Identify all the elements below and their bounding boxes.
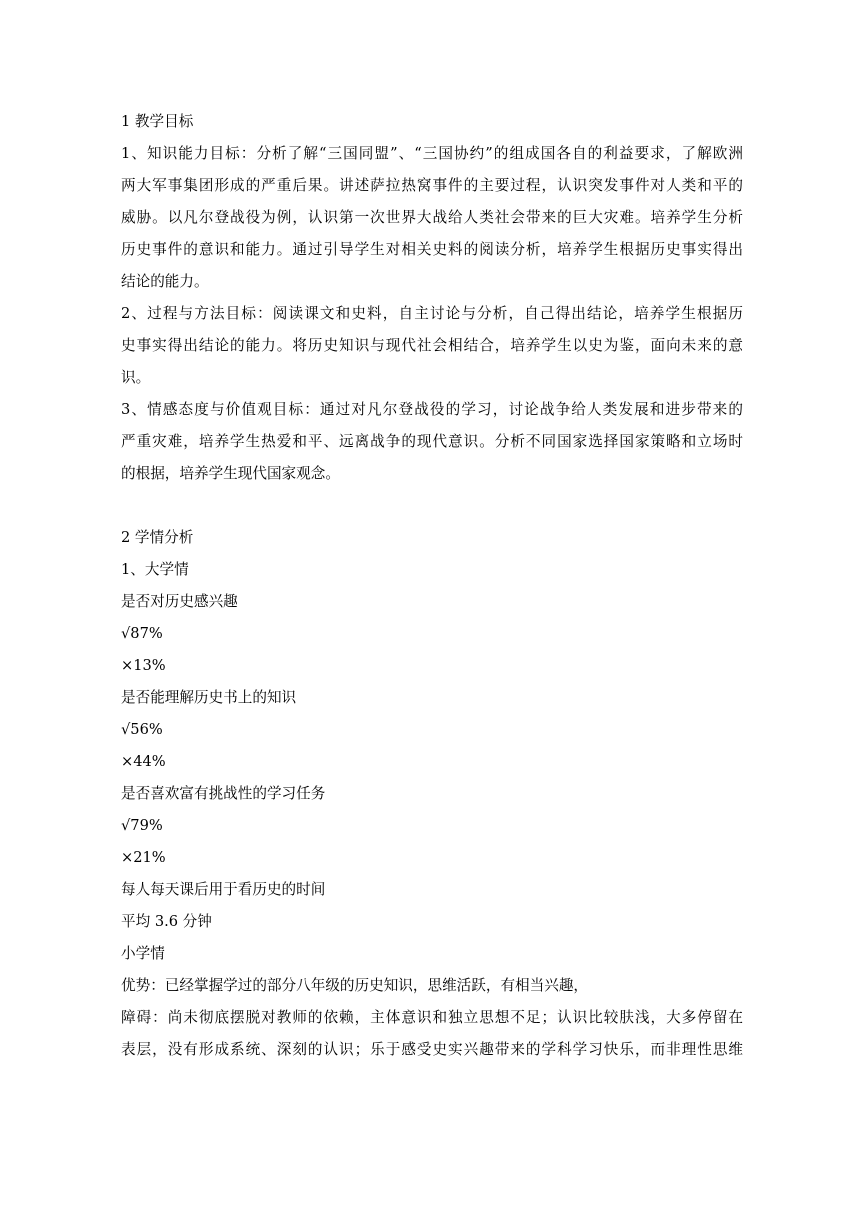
survey-answer-yes: √79% bbox=[121, 817, 163, 834]
section-heading-teaching-goals: 1 教学目标 bbox=[121, 113, 194, 130]
survey-answer-no: ×21% bbox=[121, 849, 166, 866]
paragraph-line: 两大军事集团形成的严重后果。讲述萨拉热窝事件的主要过程，认识突发事件对人类和平的 bbox=[121, 177, 743, 194]
paragraph-line: 2、过程与方法目标：阅读课文和史料，自主讨论与分析，自己得出结论，培养学生根据历 bbox=[121, 305, 743, 322]
paragraph-line: 3、情感态度与价值观目标：通过对凡尔登战役的学习，讨论战争给人类发展和进步带来的 bbox=[121, 401, 743, 418]
paragraph-line: 表层，没有形成系统、深刻的认识；乐于感受史实兴趣带来的学科学习快乐，而非理性思维 bbox=[121, 1041, 743, 1058]
survey-question-challenge: 是否喜欢富有挑战性的学习任务 bbox=[121, 785, 326, 802]
goal-emotion-values bbox=[121, 394, 743, 490]
paragraph-line: 的根据，培养学生现代国家观念。 bbox=[121, 465, 340, 482]
paragraph-line: 历史事件的意识和能力。通过引导学生对相关史料的阅读分析，培养学生根据历史事实得出 bbox=[121, 241, 743, 258]
paragraph-line: 威胁。以凡尔登战役为例，认识第一次世界大战给人类社会带来的巨大灾难。培养学生分析 bbox=[121, 209, 743, 226]
survey-answer-no: ×44% bbox=[121, 753, 166, 770]
paragraph-line: 史事实得出结论的能力。将历史知识与现代社会相结合，培养学生以史为鉴，面向未来的意 bbox=[121, 337, 743, 354]
paragraph-line: 严重灾难，培养学生热爱和平、远离战争的现代意识。分析不同国家选择国家策略和立场时 bbox=[121, 433, 743, 450]
advantage-text: 优势：已经掌握学过的部分八年级的历史知识，思维活跃，有相当兴趣， bbox=[121, 977, 589, 994]
paragraph-line: 障碍：尚未彻底摆脱对教师的依赖，主体意识和独立思想不足；认识比较肤浅，大多停留在 bbox=[121, 1009, 743, 1026]
subheading-small-situation: 小学情 bbox=[121, 945, 165, 962]
survey-question-understanding: 是否能理解历史书上的知识 bbox=[121, 689, 297, 706]
paragraph-line: 结论的能力。 bbox=[121, 273, 209, 290]
survey-answer-yes: √87% bbox=[121, 625, 163, 642]
obstacle-paragraph bbox=[121, 1002, 743, 1066]
survey-answer-average: 平均 3.6 分钟 bbox=[121, 913, 212, 930]
survey-question-interest: 是否对历史感兴趣 bbox=[121, 593, 238, 610]
survey-answer-yes: √56% bbox=[121, 721, 163, 738]
paragraph-line: 1、知识能力目标：分析了解“三国同盟”、“三国协约”的组成国各自的利益要求，了解欧洲 bbox=[121, 145, 743, 162]
section-spacer bbox=[121, 490, 743, 522]
document-body bbox=[121, 106, 743, 1066]
paragraph-line: 识。 bbox=[121, 369, 151, 386]
section-heading-student-analysis: 2 学情分析 bbox=[121, 529, 194, 546]
goal-process-method bbox=[121, 298, 743, 394]
subheading-big-situation: 1、大学情 bbox=[121, 561, 189, 578]
goal-knowledge-ability bbox=[121, 138, 743, 298]
survey-answer-no: ×13% bbox=[121, 657, 166, 674]
survey-question-daily-time: 每人每天课后用于看历史的时间 bbox=[121, 881, 326, 898]
